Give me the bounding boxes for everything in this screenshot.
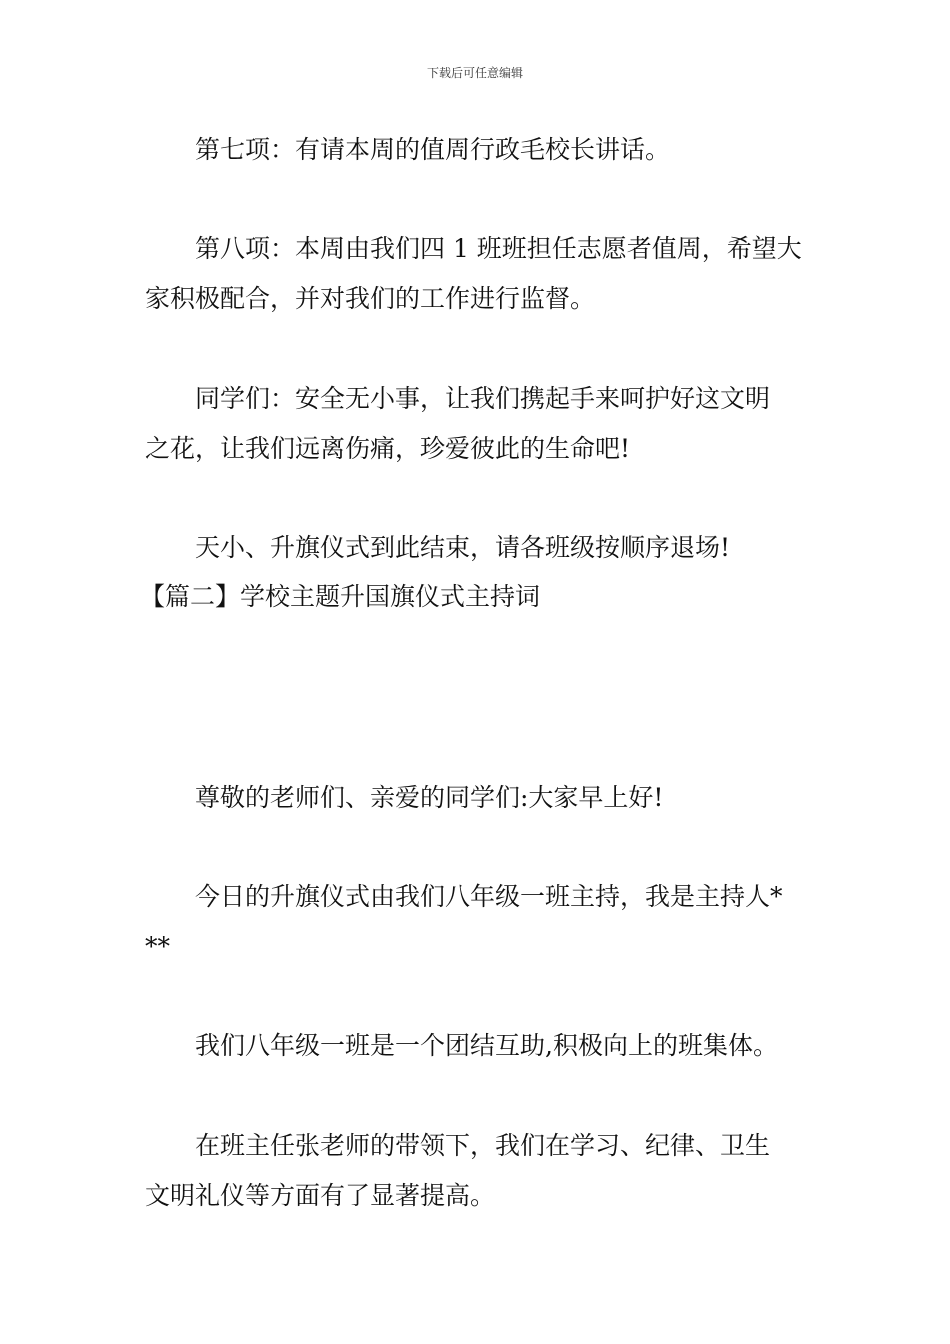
paragraph-line: 天小、升旗仪式到此结束，请各班级按顺序退场!	[195, 533, 731, 562]
paragraph-line: **	[145, 932, 170, 961]
paragraph-line: 今日的升旗仪式由我们八年级一班主持，我是主持人*	[195, 882, 783, 911]
paragraph-progress	[145, 1121, 810, 1221]
paragraph-line: 在班主任张老师的带领下，我们在学习、纪律、卫生	[195, 1131, 771, 1160]
paragraph-line: 之花，让我们远离伤痛，珍爱彼此的生命吧!	[145, 434, 631, 463]
paragraph-line: 第七项：有请本周的值周行政毛校长讲话。	[195, 135, 671, 164]
paragraph-class-intro	[145, 1021, 810, 1071]
section-heading	[140, 572, 805, 622]
paragraph-line: 我们八年级一班是一个团结互助,积极向上的班集体。	[195, 1031, 778, 1060]
paragraph-line: 文明礼仪等方面有了显著提高。	[145, 1181, 496, 1210]
section-heading-text: 【篇二】学校主题升国旗仪式主持词	[140, 582, 541, 611]
paragraph-line: 第八项：本周由我们四 1 班班担任志愿者值周，希望大	[195, 234, 802, 263]
paragraph-item-7	[145, 125, 810, 175]
paragraph-closing	[145, 523, 810, 573]
page-header: 下载后可任意编辑	[426, 66, 523, 80]
paragraph-host	[145, 872, 810, 972]
paragraph-item-8	[145, 224, 810, 324]
paragraph-line: 家积极配合，并对我们的工作进行监督。	[145, 284, 596, 313]
paragraph-line: 同学们：安全无小事，让我们携起手来呵护好这文明	[195, 384, 771, 413]
paragraph-greeting	[145, 773, 810, 823]
paragraph-line: 尊敬的老师们、亲爱的同学们:大家早上好!	[195, 783, 664, 812]
paragraph-safety	[145, 374, 810, 474]
